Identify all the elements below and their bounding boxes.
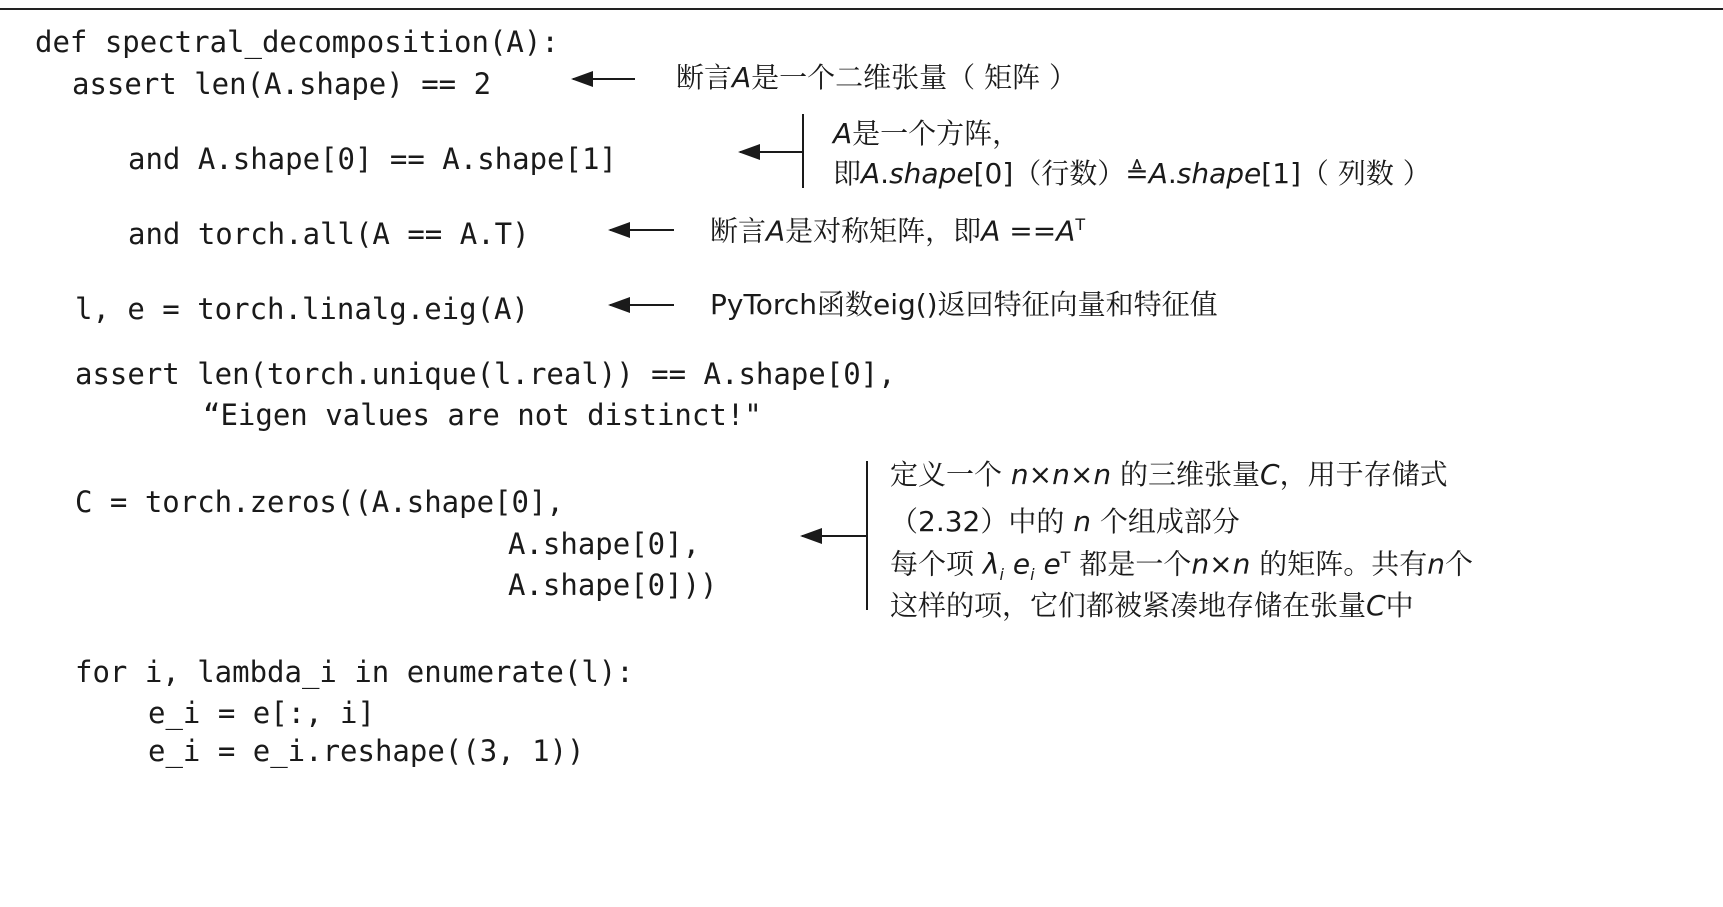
var-A: A [732,61,752,94]
note-text: 的矩阵。共有 [1250,547,1428,581]
var-A: A [1148,157,1168,190]
annotation-square-line2 [833,157,1431,190]
code-line-zeros-dim3: A.shape[0])) [508,568,718,602]
code-line-zeros: C = torch.zeros((A.shape[0], [75,485,564,519]
code-line-def: def spectral_decomposition(A): [35,25,559,59]
var-n: n [1010,458,1029,491]
var-A: A [833,117,853,150]
times: × [1069,458,1094,491]
var-C: C [1366,589,1386,622]
annotation-square-line1 [833,117,1021,150]
annotation-eig: PyTorch函数eig()返回特征向量和特征值 [710,288,1218,321]
note-text: [1]（ 列数 ） [1261,157,1431,190]
annotation-tensor-line3 [890,547,1473,584]
code-line-zeros-dim2: A.shape[0], [508,527,701,561]
note-text: 是一个方阵， [852,117,1021,150]
code-line-assert-message: “Eigen values are not distinct!" [203,398,762,432]
note-text: 断言 [676,61,733,94]
var-n: n [1073,505,1091,538]
note-text: 是对称矩阵，即 [785,214,982,248]
arrow-note-2 [740,151,802,153]
code-line-ei: e_i = e[:, i] [148,696,375,730]
note-text: [0]（行数）≜ [973,157,1149,190]
var-n: n [1191,547,1210,581]
note-text: 是一个二维张量（ 矩阵 ） [751,61,1077,94]
subscript-i: i [1030,564,1035,584]
var-e: e [1043,547,1061,581]
note-text: 个组成部分 [1091,505,1240,538]
var-A: A [766,214,786,248]
var-A: A [1056,214,1076,248]
code-line-eig: l, e = torch.linalg.eig(A) [75,292,529,326]
code-line-assert-shape: assert len(A.shape) == 2 [72,67,492,101]
times: × [1028,458,1053,491]
transpose-sup: T [1060,548,1071,567]
note-text: 的三维张量 [1111,458,1260,491]
bracket-note-2 [802,114,804,188]
note-text: 每个项 [890,547,983,581]
var-shape: shape [889,157,974,190]
note-text: ，用于存储式 [1279,458,1448,491]
note-text: 断言 [710,214,767,248]
note-text: == [1000,214,1057,248]
arrow-note-5 [802,535,866,537]
arrow-note-4 [610,304,674,306]
code-line-symmetric-check: and torch.all(A == A.T) [128,217,530,251]
var-A: A [861,157,881,190]
var-A: A [981,214,1001,248]
note-text: 定义一个 [890,458,1011,491]
arrow-note-1 [573,78,635,80]
arrow-note-3 [610,229,674,231]
var-n: n [1232,547,1251,581]
top-rule [0,8,1723,10]
times: × [1209,547,1233,581]
note-text: 中 [1385,589,1414,622]
annotation-tensor-line4 [890,589,1414,622]
var-n: n [1427,547,1445,581]
annotation-assert-2d [676,61,1077,94]
note-text: 这样的项，它们都被紧凑地存储在张量 [890,589,1367,622]
annotation-tensor-line1 [890,458,1448,491]
note-text: 个 [1444,547,1473,581]
dot: . [880,157,890,190]
code-line-square-check: and A.shape[0] == A.shape[1] [128,142,617,176]
dot: . [1167,157,1177,190]
annotation-tensor-line2 [890,505,1240,538]
code-line-ei-reshape: e_i = e_i.reshape((3, 1)) [148,734,585,768]
var-lambda: λ [982,547,1000,581]
code-line-assert-unique: assert len(torch.unique(l.real)) == A.shape[0], [75,357,896,391]
var-n: n [1093,458,1112,491]
var-n: n [1052,458,1070,491]
annotation-symmetric [710,214,1086,248]
var-shape: shape [1176,157,1262,190]
subscript-i: i [999,564,1004,584]
var-C: C [1260,458,1280,491]
code-line-for-loop: for i, lambda_i in enumerate(l): [75,655,634,689]
note-text: 即 [833,157,862,190]
var-e: e [1012,547,1031,581]
bracket-note-5 [866,461,868,610]
note-text: （2.32）中的 [890,505,1074,538]
transpose-sup: T [1075,215,1086,234]
note-text: 都是一个 [1070,547,1192,581]
